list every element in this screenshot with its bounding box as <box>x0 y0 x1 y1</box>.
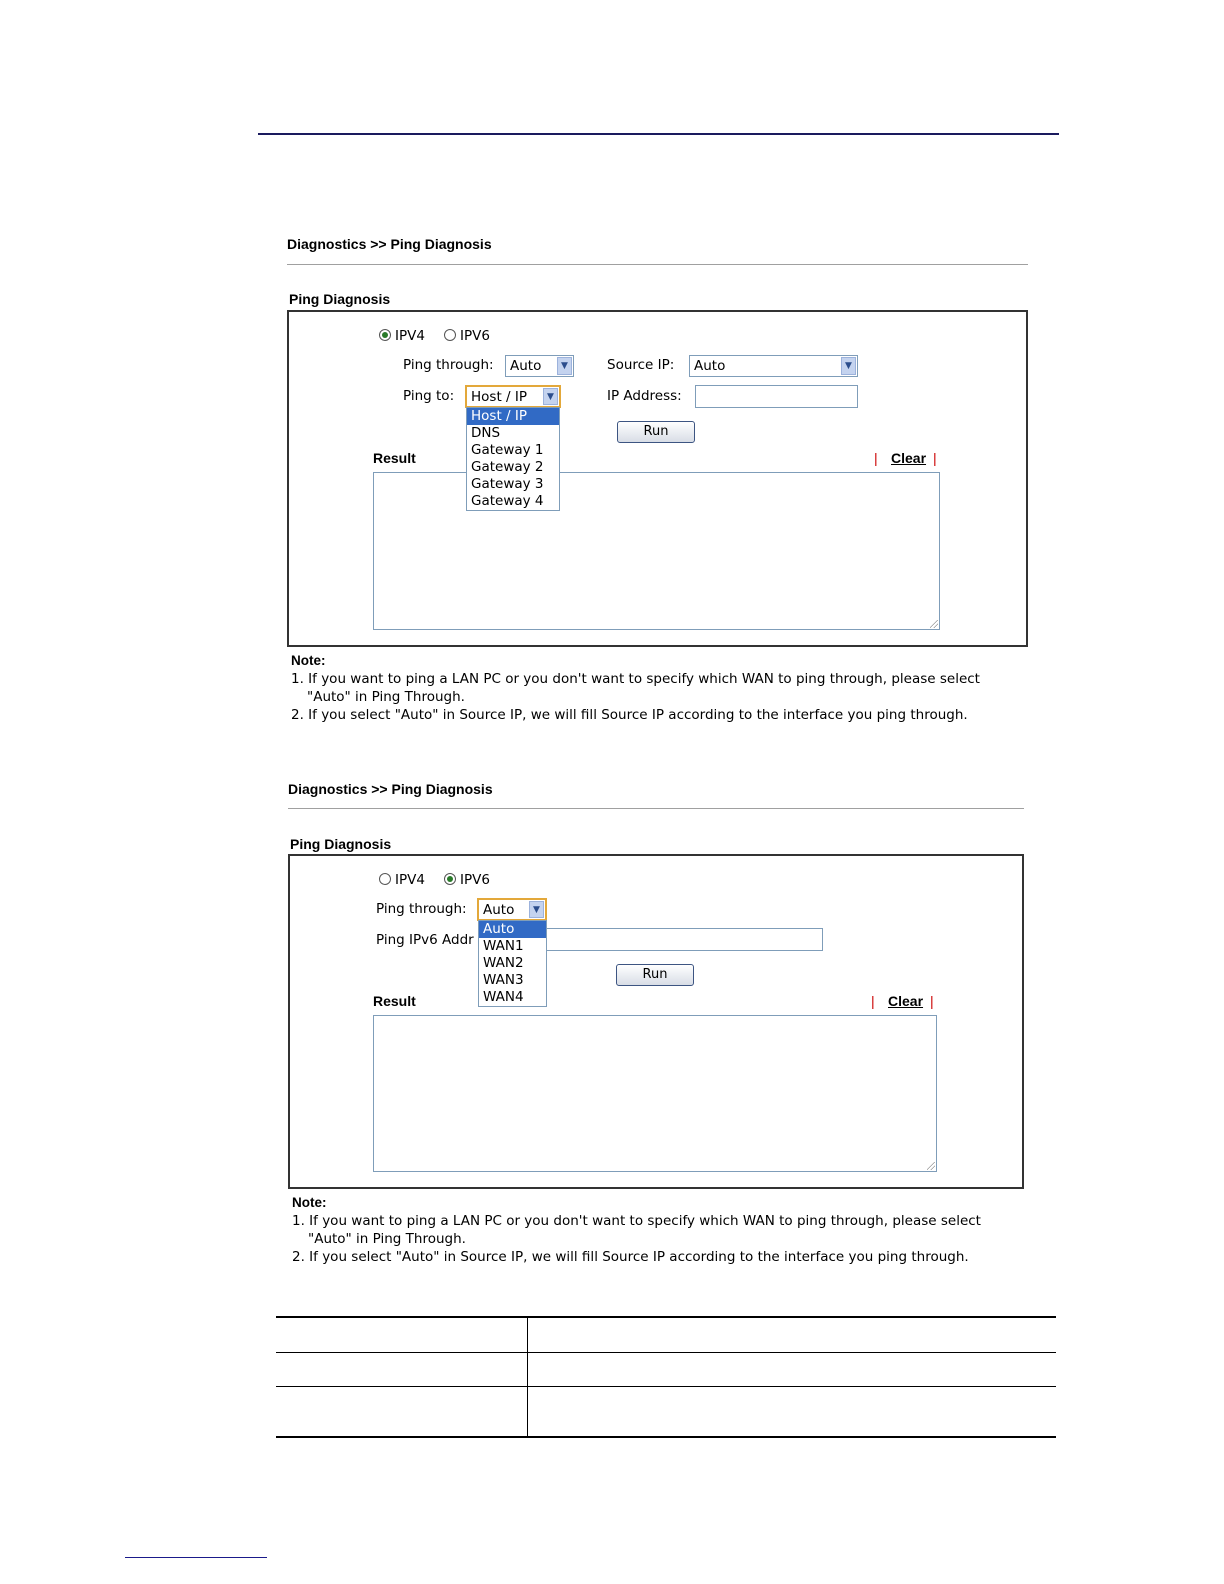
note-line: 2. If you select "Auto" in Source IP, we will fill Source IP according to the interface you ping through. <box>291 707 968 723</box>
source-ip-value: Auto <box>694 358 726 374</box>
run-button[interactable]: Run <box>617 421 695 443</box>
breadcrumb: Diagnostics >> Ping Diagnosis <box>288 781 493 797</box>
ping-through-value: Auto <box>483 902 515 918</box>
result-textarea[interactable] <box>373 1015 937 1172</box>
ping-to-value: Host / IP <box>471 389 527 405</box>
note-line: 1. If you want to ping a LAN PC or you don't want to specify which WAN to ping through, please select <box>292 1213 981 1229</box>
result-textarea[interactable] <box>373 472 940 630</box>
ipv4-radio[interactable] <box>379 329 391 341</box>
ping-through-select[interactable] <box>477 898 547 921</box>
chevron-down-icon: ▼ <box>841 357 856 375</box>
ipv6-label: IPV6 <box>460 872 490 888</box>
note-line: "Auto" in Ping Through. <box>308 1231 466 1247</box>
clear-link[interactable]: Clear <box>888 993 924 1009</box>
breadcrumb-divider <box>287 264 1028 265</box>
note-line: 1. If you want to ping a LAN PC or you don't want to specify which WAN to ping through, please select <box>291 671 980 687</box>
ping-to-dropdown-list[interactable] <box>466 407 560 511</box>
dropdown-option[interactable]: Gateway 4 <box>471 493 544 509</box>
resize-grip-icon[interactable] <box>927 1162 935 1170</box>
clear-right-pipe: | <box>930 993 934 1009</box>
ip-address-label: IP Address: <box>607 388 682 404</box>
section-title: Ping Diagnosis <box>289 291 391 307</box>
dropdown-option[interactable]: WAN3 <box>483 972 524 988</box>
page-header-rule <box>258 133 1059 135</box>
table-bottom-rule <box>276 1436 1056 1438</box>
ping-through-label: Ping through: <box>403 357 494 373</box>
table-top-rule <box>276 1316 1056 1318</box>
table-row-divider <box>276 1352 1056 1353</box>
ip-address-input[interactable] <box>695 385 858 408</box>
table-row-divider <box>276 1386 1056 1387</box>
ping-to-label: Ping to: <box>403 388 455 404</box>
ipv6-radio[interactable] <box>444 873 456 885</box>
dropdown-option[interactable]: Gateway 2 <box>471 459 544 475</box>
resize-grip-icon[interactable] <box>930 620 938 628</box>
note-title: Note: <box>292 1195 327 1210</box>
section-title: Ping Diagnosis <box>290 836 392 852</box>
ping-through-value: Auto <box>510 358 542 374</box>
ipv4-label: IPV4 <box>395 872 425 888</box>
result-label: Result <box>373 993 416 1009</box>
ipv6-label: IPV6 <box>460 328 490 344</box>
ipv4-radio[interactable] <box>379 873 391 885</box>
chevron-down-icon: ▼ <box>557 357 572 375</box>
note-line: "Auto" in Ping Through. <box>307 689 465 705</box>
chevron-down-icon: ▼ <box>529 901 544 918</box>
clear-link[interactable]: Clear <box>891 450 927 466</box>
result-label: Result <box>373 450 416 466</box>
dropdown-option[interactable]: Gateway 1 <box>471 442 544 458</box>
ping-ipv6-address-label: Ping IPv6 Addr <box>376 932 474 948</box>
ping-through-dropdown-list[interactable] <box>478 920 547 1007</box>
ipv6-radio[interactable] <box>444 329 456 341</box>
dropdown-option[interactable]: WAN4 <box>483 989 524 1005</box>
breadcrumb: Diagnostics >> Ping Diagnosis <box>287 236 492 252</box>
run-button[interactable]: Run <box>616 964 694 986</box>
source-ip-label: Source IP: <box>607 357 675 373</box>
footer-rule <box>125 1557 267 1558</box>
dropdown-option[interactable]: Host / IP <box>467 408 559 425</box>
dropdown-option[interactable]: DNS <box>471 425 501 441</box>
ping-through-select[interactable] <box>505 355 574 377</box>
dropdown-option[interactable]: Auto <box>479 921 546 938</box>
ipv4-label: IPV4 <box>395 328 425 344</box>
chevron-down-icon: ▼ <box>543 388 558 405</box>
dropdown-option[interactable]: Gateway 3 <box>471 476 544 492</box>
dropdown-option[interactable]: WAN1 <box>483 938 524 954</box>
clear-right-pipe: | <box>933 450 937 466</box>
ping-ipv6-address-input[interactable] <box>540 928 823 951</box>
breadcrumb-divider <box>288 808 1024 809</box>
clear-left-pipe: | <box>871 993 875 1009</box>
ping-to-select[interactable] <box>465 385 561 408</box>
note-title: Note: <box>291 653 326 668</box>
dropdown-option[interactable]: WAN2 <box>483 955 524 971</box>
ping-through-label: Ping through: <box>376 901 467 917</box>
source-ip-select[interactable] <box>689 355 858 377</box>
note-line: 2. If you select "Auto" in Source IP, we will fill Source IP according to the interface you ping through. <box>292 1249 969 1265</box>
table-column-divider <box>527 1318 528 1436</box>
clear-left-pipe: | <box>874 450 878 466</box>
